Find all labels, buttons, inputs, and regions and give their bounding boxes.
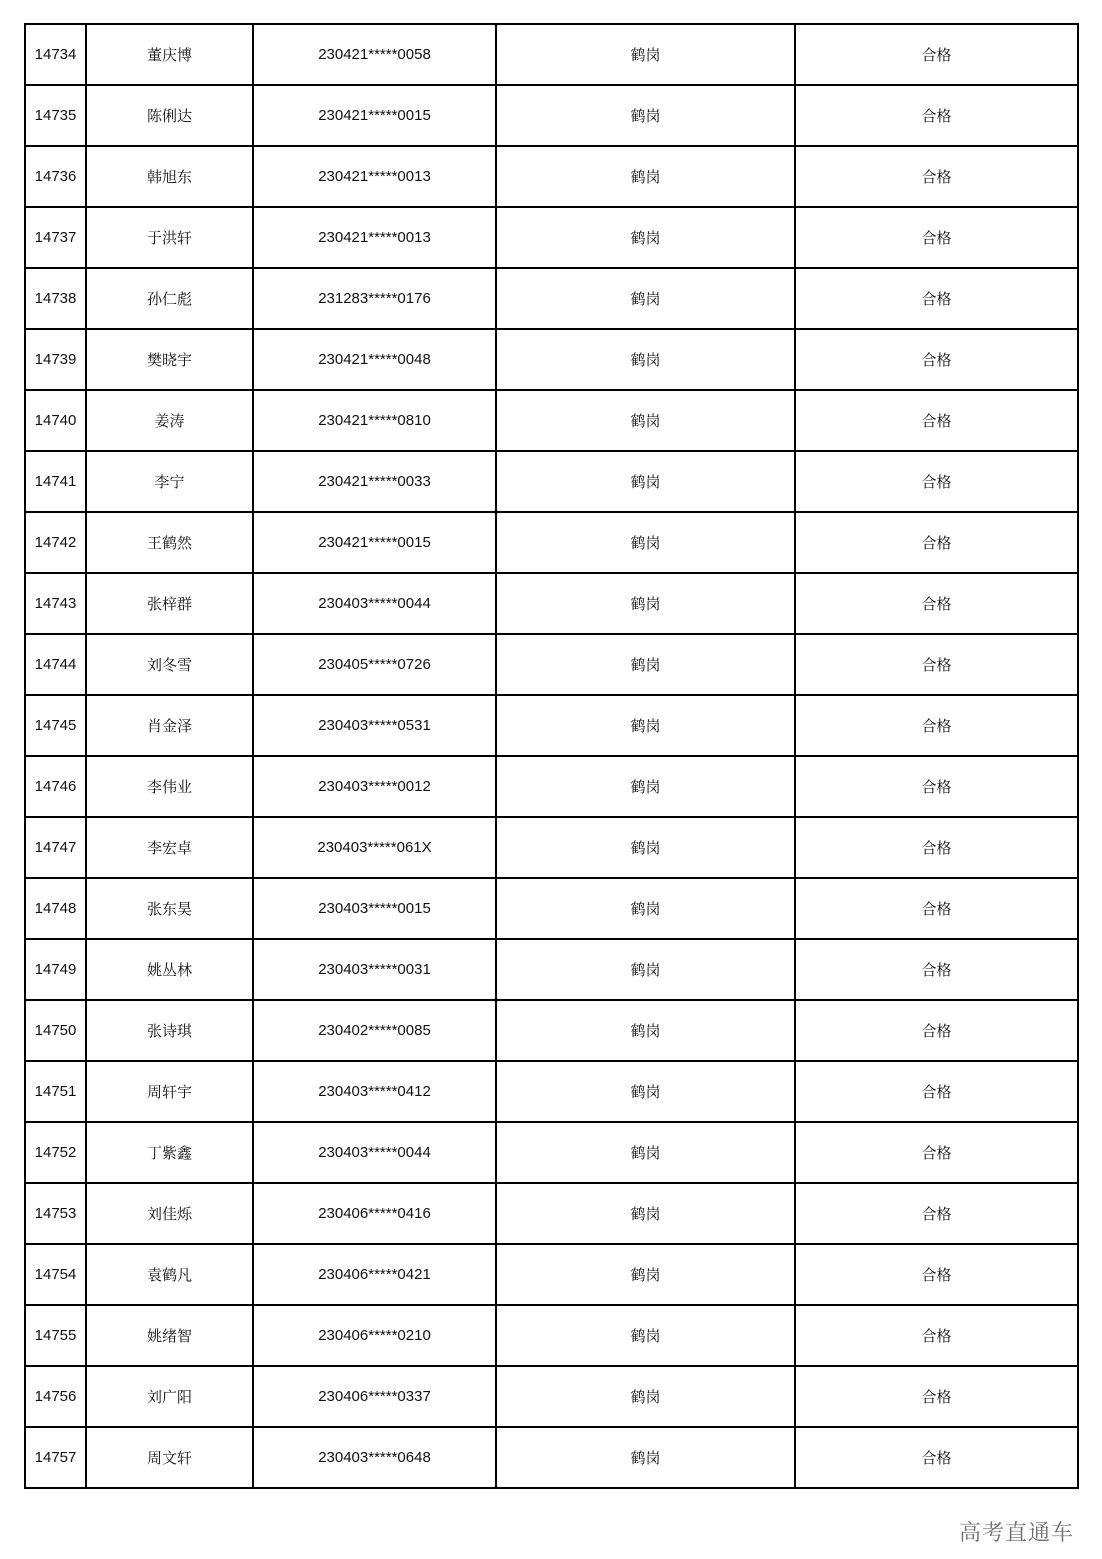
cell-name: 韩旭东	[86, 146, 253, 207]
cell-result: 合格	[795, 939, 1078, 1000]
table-row	[25, 1061, 1078, 1122]
cell-result: 合格	[795, 1244, 1078, 1305]
watermark: 高考直通车	[958, 1521, 1074, 1546]
cell-region: 鹤岗	[496, 24, 795, 85]
cell-region: 鹤岗	[496, 85, 795, 146]
cell-id-number: 230406*****0210	[253, 1305, 496, 1366]
cell-result: 合格	[795, 1000, 1078, 1061]
cell-id-number: 230403*****0044	[253, 1122, 496, 1183]
table-row	[25, 207, 1078, 268]
table-row	[25, 268, 1078, 329]
cell-result: 合格	[795, 1427, 1078, 1488]
cell-id-number: 230421*****0015	[253, 512, 496, 573]
cell-serial-number: 14743	[25, 573, 86, 634]
cell-serial-number: 14734	[25, 24, 86, 85]
cell-id-number: 230405*****0726	[253, 634, 496, 695]
table-row	[25, 1122, 1078, 1183]
cell-id-number: 230403*****0531	[253, 695, 496, 756]
cell-serial-number: 14736	[25, 146, 86, 207]
cell-result: 合格	[795, 329, 1078, 390]
cell-name: 李伟业	[86, 756, 253, 817]
cell-serial-number: 14746	[25, 756, 86, 817]
cell-name: 董庆博	[86, 24, 253, 85]
cell-id-number: 230406*****0337	[253, 1366, 496, 1427]
cell-result: 合格	[795, 24, 1078, 85]
table-row	[25, 146, 1078, 207]
cell-id-number: 230403*****0648	[253, 1427, 496, 1488]
cell-serial-number: 14737	[25, 207, 86, 268]
cell-serial-number: 14756	[25, 1366, 86, 1427]
cell-result: 合格	[795, 756, 1078, 817]
cell-name: 周文轩	[86, 1427, 253, 1488]
cell-result: 合格	[795, 1122, 1078, 1183]
cell-serial-number: 14752	[25, 1122, 86, 1183]
cell-id-number: 230406*****0421	[253, 1244, 496, 1305]
cell-result: 合格	[795, 817, 1078, 878]
cell-id-number: 230403*****0412	[253, 1061, 496, 1122]
table-row	[25, 1183, 1078, 1244]
cell-name: 刘冬雪	[86, 634, 253, 695]
cell-name: 张梓群	[86, 573, 253, 634]
cell-result: 合格	[795, 451, 1078, 512]
cell-name: 袁鹤凡	[86, 1244, 253, 1305]
cell-region: 鹤岗	[496, 146, 795, 207]
cell-serial-number: 14735	[25, 85, 86, 146]
cell-region: 鹤岗	[496, 390, 795, 451]
table-row	[25, 24, 1078, 85]
cell-result: 合格	[795, 573, 1078, 634]
cell-region: 鹤岗	[496, 939, 795, 1000]
cell-region: 鹤岗	[496, 1427, 795, 1488]
cell-name: 刘广阳	[86, 1366, 253, 1427]
cell-id-number: 230403*****0044	[253, 573, 496, 634]
cell-serial-number: 14740	[25, 390, 86, 451]
cell-serial-number: 14739	[25, 329, 86, 390]
cell-result: 合格	[795, 85, 1078, 146]
cell-name: 李宏卓	[86, 817, 253, 878]
table-row	[25, 817, 1078, 878]
cell-region: 鹤岗	[496, 1183, 795, 1244]
cell-region: 鹤岗	[496, 329, 795, 390]
cell-id-number: 231283*****0176	[253, 268, 496, 329]
cell-name: 王鹤然	[86, 512, 253, 573]
cell-name: 丁紫鑫	[86, 1122, 253, 1183]
cell-name: 陈俐达	[86, 85, 253, 146]
cell-id-number: 230421*****0048	[253, 329, 496, 390]
cell-name: 姜涛	[86, 390, 253, 451]
cell-result: 合格	[795, 512, 1078, 573]
cell-id-number: 230402*****0085	[253, 1000, 496, 1061]
cell-name: 樊晓宇	[86, 329, 253, 390]
cell-serial-number: 14744	[25, 634, 86, 695]
table-body	[25, 24, 1078, 1488]
cell-id-number: 230421*****0013	[253, 207, 496, 268]
cell-name: 张诗琪	[86, 1000, 253, 1061]
results-table	[24, 23, 1079, 1489]
cell-region: 鹤岗	[496, 1122, 795, 1183]
cell-name: 刘佳烁	[86, 1183, 253, 1244]
cell-result: 合格	[795, 878, 1078, 939]
table-row	[25, 1427, 1078, 1488]
cell-serial-number: 14753	[25, 1183, 86, 1244]
table-row	[25, 1244, 1078, 1305]
cell-id-number: 230421*****0058	[253, 24, 496, 85]
cell-region: 鹤岗	[496, 1061, 795, 1122]
cell-result: 合格	[795, 268, 1078, 329]
cell-serial-number: 14757	[25, 1427, 86, 1488]
cell-id-number: 230421*****0013	[253, 146, 496, 207]
table-row	[25, 85, 1078, 146]
table-row	[25, 390, 1078, 451]
cell-name: 孙仁彪	[86, 268, 253, 329]
cell-region: 鹤岗	[496, 268, 795, 329]
cell-serial-number: 14750	[25, 1000, 86, 1061]
cell-serial-number: 14745	[25, 695, 86, 756]
table-row	[25, 939, 1078, 1000]
cell-serial-number: 14749	[25, 939, 86, 1000]
cell-region: 鹤岗	[496, 451, 795, 512]
cell-region: 鹤岗	[496, 207, 795, 268]
cell-id-number: 230421*****0015	[253, 85, 496, 146]
cell-result: 合格	[795, 390, 1078, 451]
cell-name: 肖金泽	[86, 695, 253, 756]
cell-name: 李宁	[86, 451, 253, 512]
table-row	[25, 329, 1078, 390]
table-row	[25, 695, 1078, 756]
cell-result: 合格	[795, 1305, 1078, 1366]
cell-region: 鹤岗	[496, 817, 795, 878]
table-row	[25, 512, 1078, 573]
cell-result: 合格	[795, 634, 1078, 695]
table-row	[25, 1366, 1078, 1427]
cell-name: 于洪轩	[86, 207, 253, 268]
cell-id-number: 230421*****0033	[253, 451, 496, 512]
cell-id-number: 230403*****0015	[253, 878, 496, 939]
cell-result: 合格	[795, 146, 1078, 207]
cell-serial-number: 14747	[25, 817, 86, 878]
cell-id-number: 230403*****0012	[253, 756, 496, 817]
cell-region: 鹤岗	[496, 573, 795, 634]
cell-region: 鹤岗	[496, 1305, 795, 1366]
cell-region: 鹤岗	[496, 695, 795, 756]
cell-result: 合格	[795, 207, 1078, 268]
cell-result: 合格	[795, 695, 1078, 756]
table-row	[25, 1000, 1078, 1061]
cell-result: 合格	[795, 1061, 1078, 1122]
cell-region: 鹤岗	[496, 756, 795, 817]
cell-region: 鹤岗	[496, 1366, 795, 1427]
cell-region: 鹤岗	[496, 878, 795, 939]
cell-serial-number: 14751	[25, 1061, 86, 1122]
cell-id-number: 230406*****0416	[253, 1183, 496, 1244]
cell-region: 鹤岗	[496, 1244, 795, 1305]
cell-serial-number: 14754	[25, 1244, 86, 1305]
table-row	[25, 878, 1078, 939]
cell-name: 姚绪智	[86, 1305, 253, 1366]
table-row	[25, 634, 1078, 695]
cell-name: 周轩宇	[86, 1061, 253, 1122]
cell-name: 姚丛林	[86, 939, 253, 1000]
cell-id-number: 230421*****0810	[253, 390, 496, 451]
cell-id-number: 230403*****0031	[253, 939, 496, 1000]
cell-name: 张东昊	[86, 878, 253, 939]
cell-region: 鹤岗	[496, 512, 795, 573]
table-row	[25, 756, 1078, 817]
cell-serial-number: 14742	[25, 512, 86, 573]
cell-serial-number: 14738	[25, 268, 86, 329]
table-row	[25, 573, 1078, 634]
cell-region: 鹤岗	[496, 1000, 795, 1061]
cell-serial-number: 14755	[25, 1305, 86, 1366]
table-row	[25, 451, 1078, 512]
cell-result: 合格	[795, 1183, 1078, 1244]
cell-serial-number: 14741	[25, 451, 86, 512]
cell-id-number: 230403*****061X	[253, 817, 496, 878]
cell-region: 鹤岗	[496, 634, 795, 695]
cell-result: 合格	[795, 1366, 1078, 1427]
table-row	[25, 1305, 1078, 1366]
cell-serial-number: 14748	[25, 878, 86, 939]
